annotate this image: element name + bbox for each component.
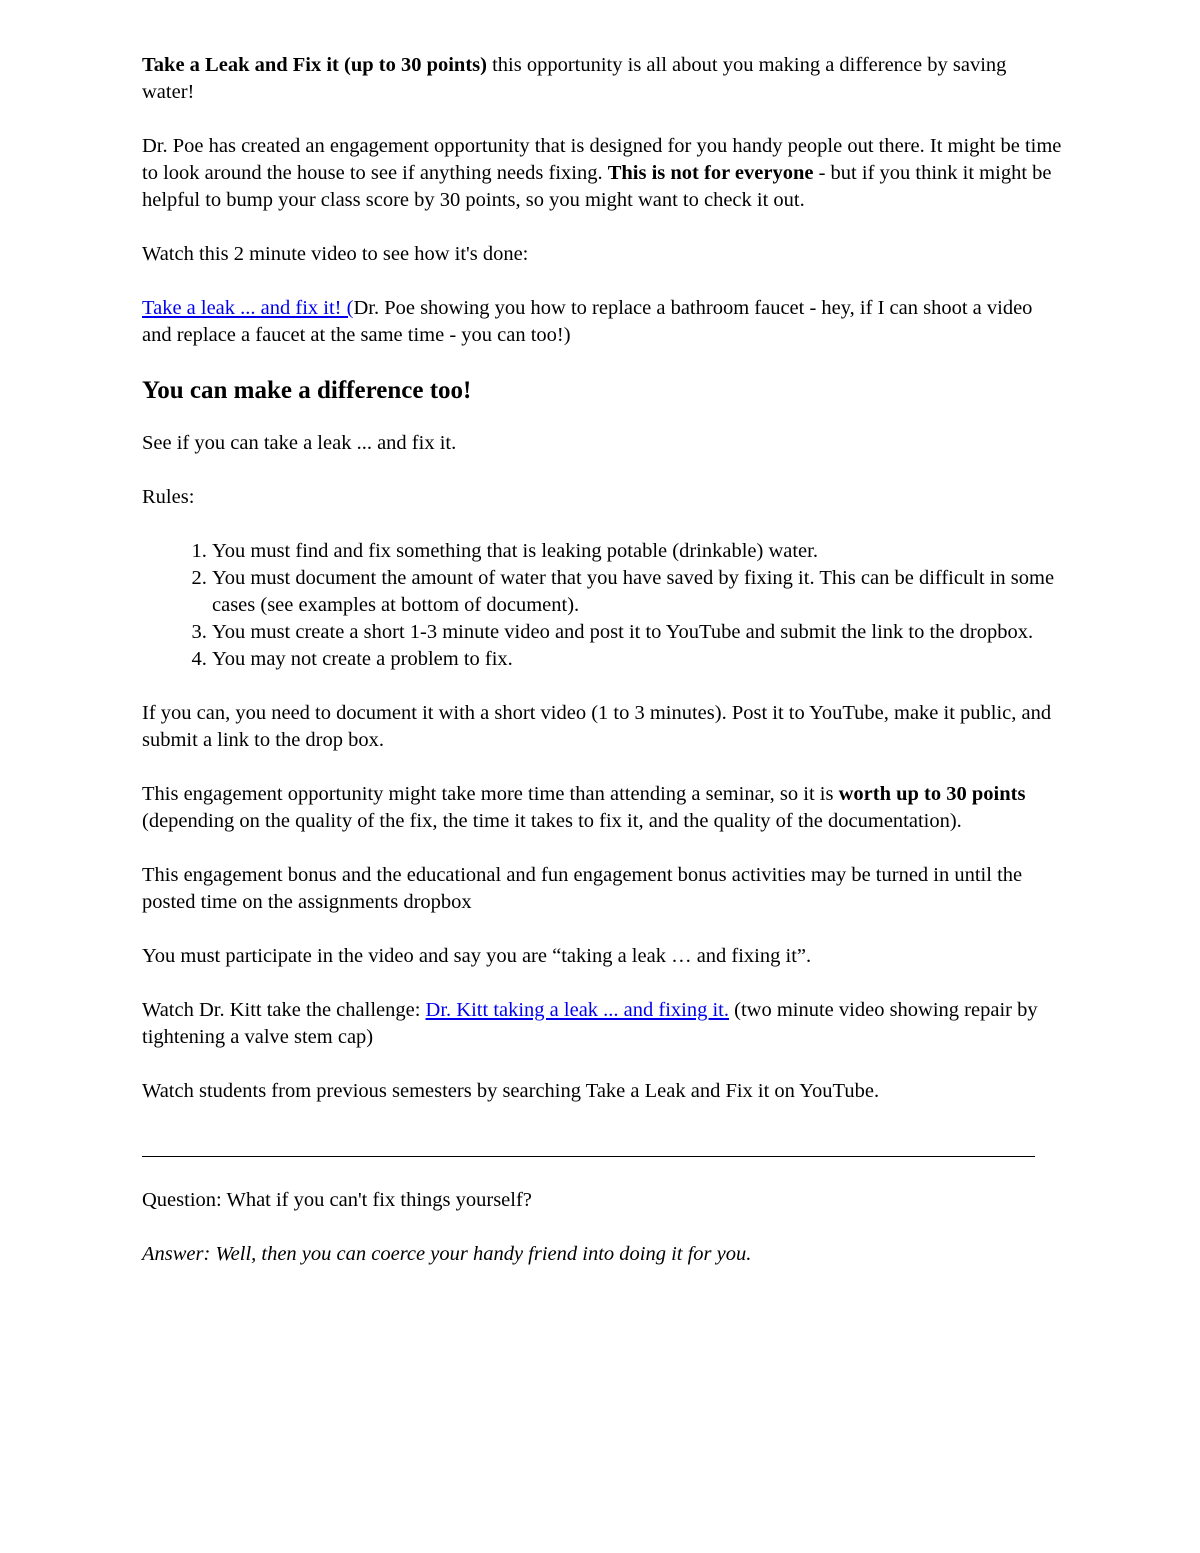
- rule-item: 1. You must find and fix something that is leaking potable (drinkable) water.: [212, 538, 1062, 565]
- see-if-paragraph: See if you can take a leak ... and fix it.: [142, 432, 457, 454]
- rule-item: 4. You may not create a problem to fix.: [212, 646, 1062, 673]
- horizontal-divider: [142, 1156, 1035, 1157]
- rule-item: 2. You must document the amount of water that you have saved by fixing it. This can be difficult in some cases (see examples at bottom of document).: [212, 565, 1062, 619]
- poe-text-1: Dr. Poe has created an engagement opportunity that is designed for you handy people out there. It might be time to look around the house to see if anything needs fixing.: [142, 135, 1062, 184]
- worth-bold: worth up to 30 points: [838, 783, 1026, 805]
- video-link-description: Dr. Poe showing you how to replace a bathroom faucet - hey, if I can shoot a video and replace a faucet at the same time - you can too!): [142, 297, 1033, 346]
- poe-bold: This is not for everyone: [607, 162, 814, 184]
- kitt-paragraph: [142, 997, 1062, 1051]
- video-link-paragraph: [142, 295, 1062, 349]
- students-paragraph: Watch students from previous semesters by searching Take a Leak and Fix it on YouTube.: [142, 1080, 880, 1102]
- bonus-paragraph: This engagement bonus and the educational and fun engagement bonus activities may be turned in until the posted time on the assignments dropbox: [142, 864, 1023, 913]
- participate-paragraph: You must participate in the video and say you are “taking a leak … and fixing it”.: [142, 945, 812, 967]
- document-paragraph: If you can, you need to document it with a short video (1 to 3 minutes). Post it to YouTube, make it public, and submit a link to the drop box.: [142, 702, 1052, 751]
- watch-video-paragraph: Watch this 2 minute video to see how it's done:: [142, 243, 529, 265]
- section-heading: You can make a difference too!: [142, 377, 472, 404]
- intro-paragraph: [142, 52, 1062, 106]
- poe-text-2: - but if you think it might be helpful to bump your class score by 30 points, so you might want to check it out.: [142, 162, 1052, 211]
- take-a-leak-video-link[interactable]: Take a leak ... and fix it! (: [142, 297, 354, 319]
- intro-title: Take a Leak and Fix it (up to 30 points): [142, 54, 487, 76]
- worth-text-2: (depending on the quality of the fix, the time it takes to fix it, and the quality of the documentation).: [142, 810, 962, 832]
- document-page: [142, 52, 1062, 1295]
- dr-kitt-video-link[interactable]: Dr. Kitt taking a leak ... and fixing it.: [425, 999, 730, 1021]
- kitt-text-2: (two minute video showing repair by tightening a valve stem cap): [142, 999, 1038, 1048]
- intro-text: this opportunity is all about you making a difference by saving water!: [142, 54, 1007, 103]
- rules-list: [142, 538, 1062, 673]
- kitt-text-1: Watch Dr. Kitt take the challenge:: [142, 999, 426, 1021]
- poe-paragraph: [142, 133, 1062, 214]
- answer-paragraph: Answer: Well, then you can coerce your handy friend into doing it for you.: [142, 1243, 752, 1265]
- worth-paragraph: [142, 781, 1062, 835]
- rule-item: 3. You must create a short 1-3 minute video and post it to YouTube and submit the link to the dropbox.: [212, 619, 1062, 646]
- separator-wrap: [142, 1132, 1062, 1157]
- rules-label: Rules:: [142, 486, 195, 508]
- worth-text-1: This engagement opportunity might take more time than attending a seminar, so it is: [142, 783, 839, 805]
- question-paragraph: Question: What if you can't fix things yourself?: [142, 1189, 532, 1211]
